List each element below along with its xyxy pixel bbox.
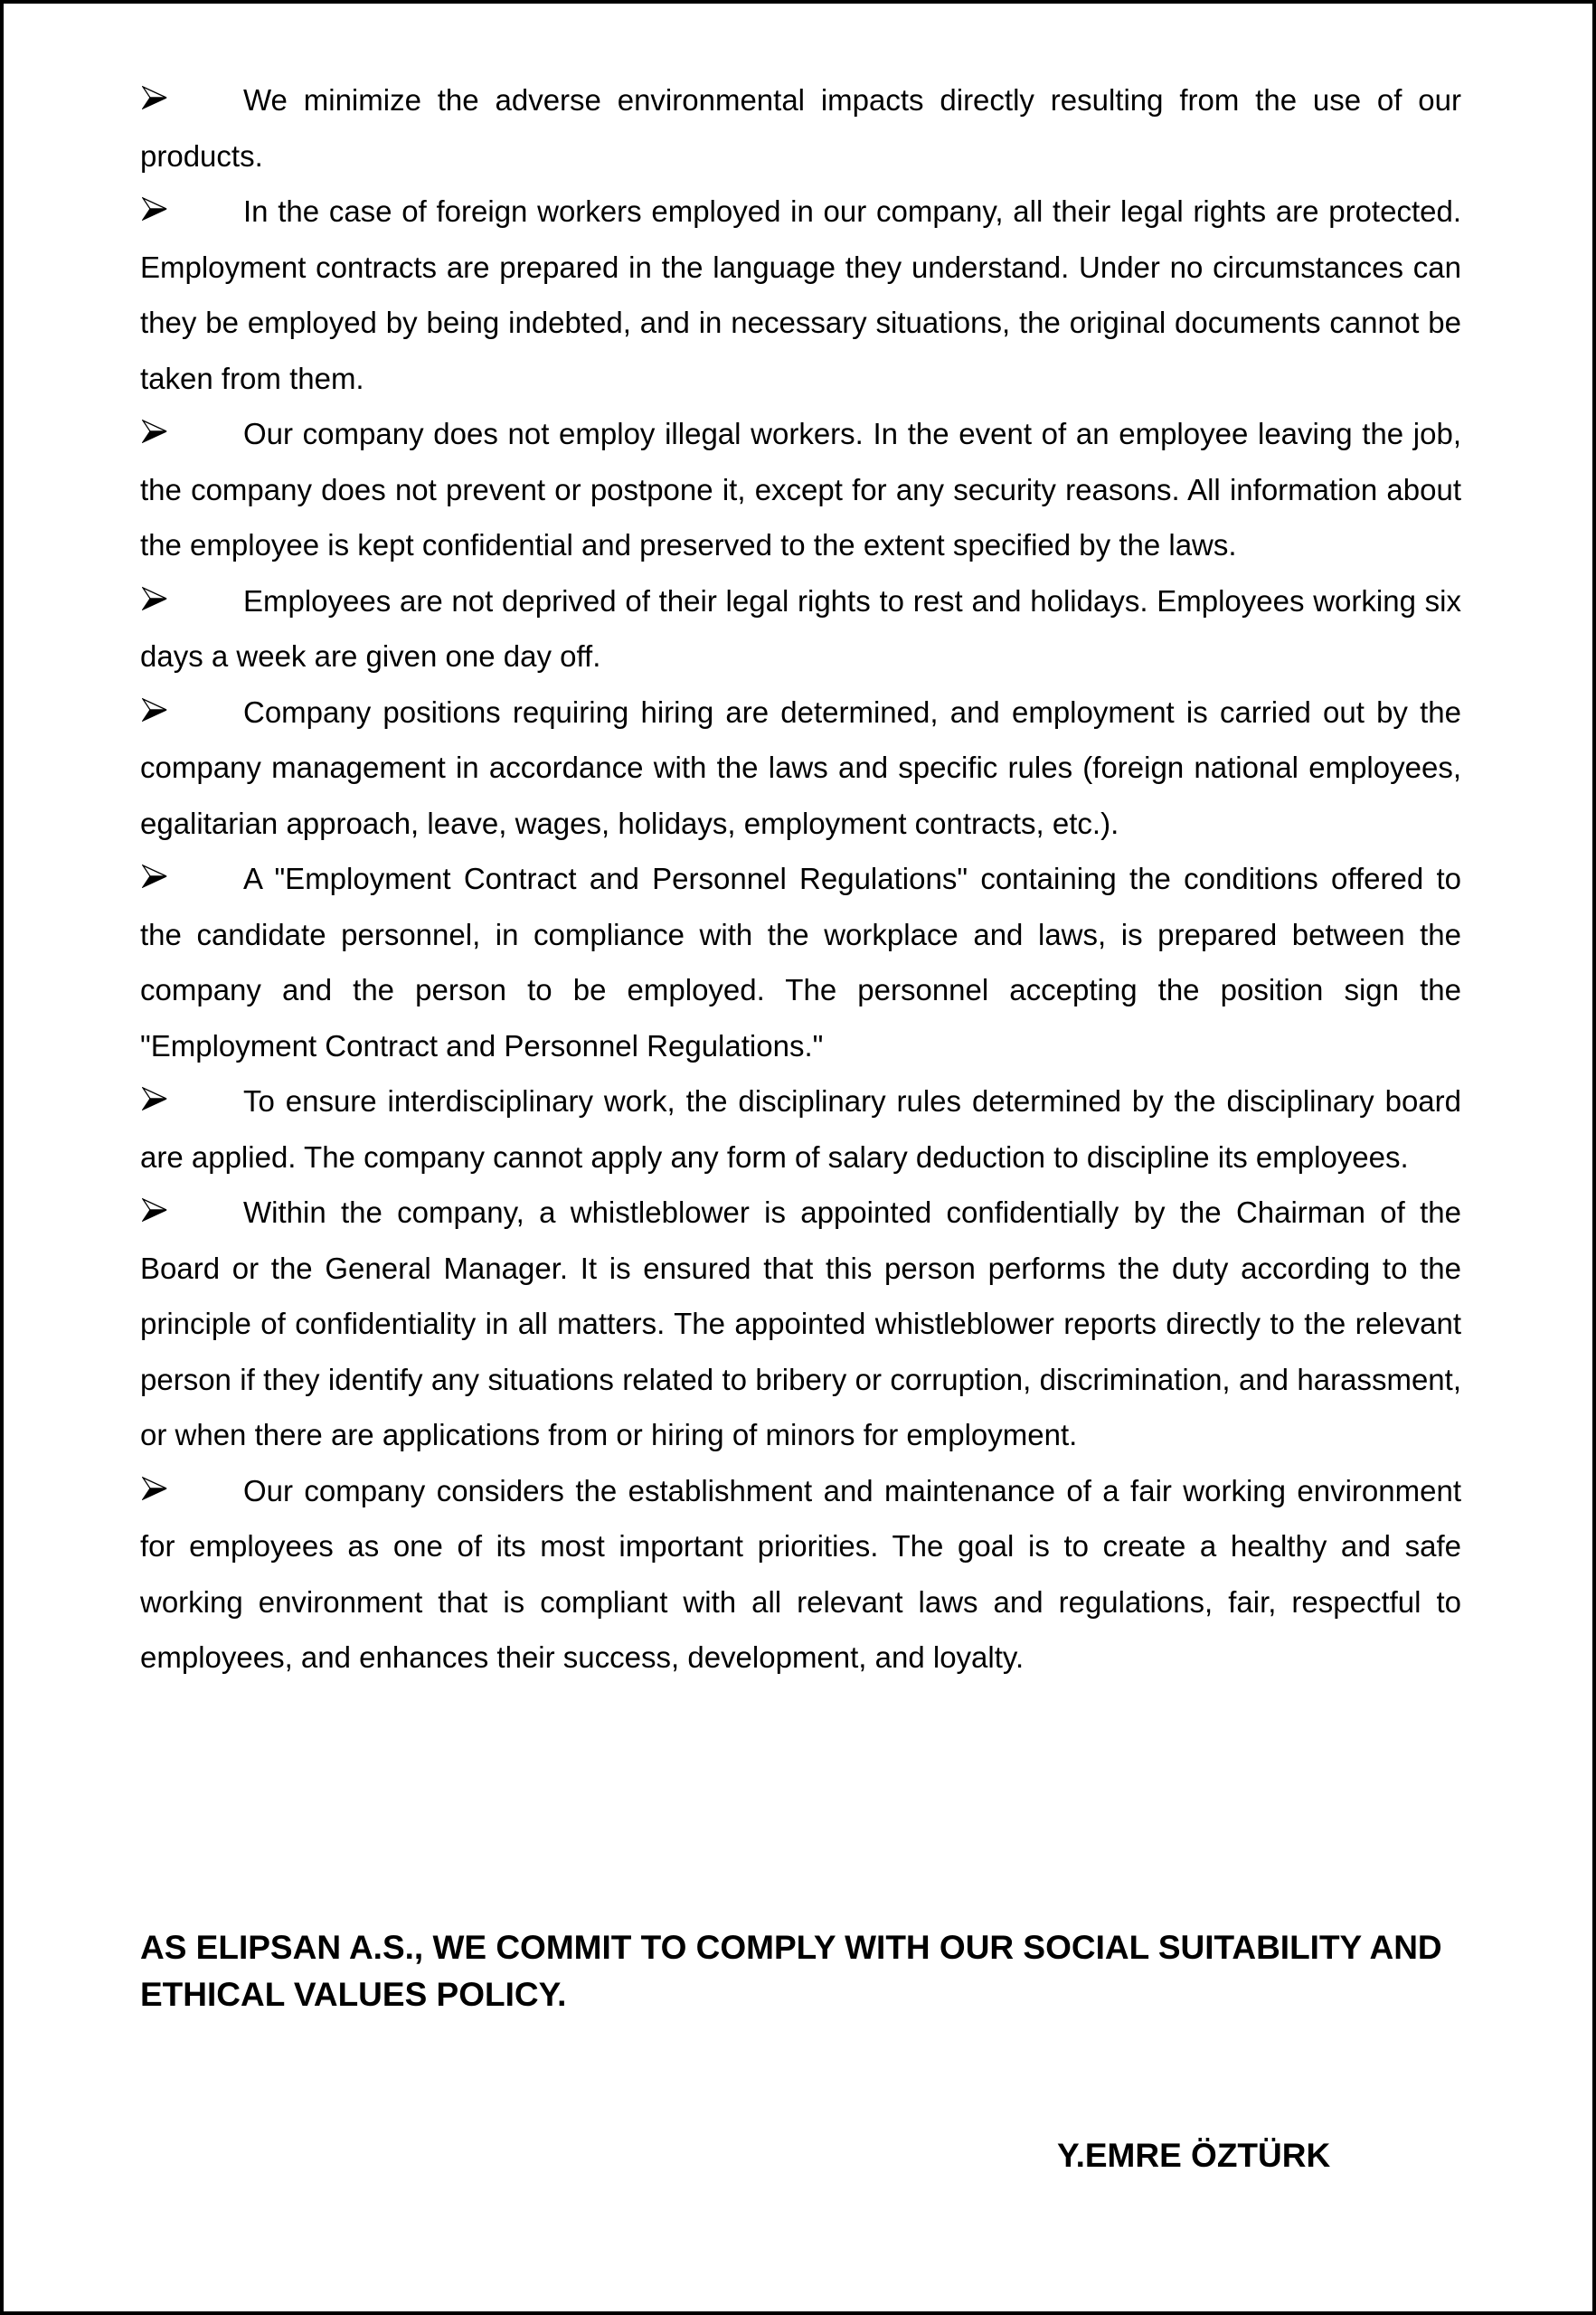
policy-item-text: We minimize the adverse environmental impacts directly resulting from the use of our products.: [140, 83, 1461, 173]
policy-item-text: In the case of foreign workers employed in our company, all their legal rights are protected. Employment contracts are prepared in the language they understand. Under no circumstances can they be employed by being indebted, and in necessary situations, the original documents cannot be taken from them.: [140, 194, 1461, 395]
arrowhead-bullet-icon: [140, 197, 243, 224]
policy-item: [140, 1073, 1461, 1185]
policy-item: [140, 1463, 1461, 1686]
policy-item: [140, 1185, 1461, 1463]
commitment-statement: AS ELIPSAN A.S., WE COMMIT TO COMPLY WITH OUR SOCIAL SUITABILITY AND ETHICAL VALUES POLICY.: [140, 1929, 1442, 2013]
policy-item-text: Within the company, a whistleblower is appointed confidentially by the Chairman of the Board or the General Manager. It is ensured that this person performs the duty according to the principle of confidentiality in all matters. The appointed whistleblower reports directly to the relevant person if they identify any situations related to bribery or corruption, discrimination, and harassment, or when there are applications from or hiring of minors for employment.: [140, 1195, 1461, 1451]
policy-item: [140, 573, 1461, 685]
signatory-name: Y.EMRE ÖZTÜRK: [1057, 2137, 1331, 2174]
policy-item-text: Our company considers the establishment and maintenance of a fair working environment for employees as one of its most important priorities. The goal is to create a healthy and safe working environment that is compliant with all relevant laws and regulations, fair, respectful to employees, and enhances their success, development, and loyalty.: [140, 1473, 1461, 1674]
policy-item-text: Our company does not employ illegal workers. In the event of an employee leaving the job, the company does not prevent or postpone it, except for any security reasons. All information about the employee is kept confidential and preserved to the extent specified by the laws.: [140, 417, 1461, 562]
policy-item: [140, 406, 1461, 573]
arrowhead-bullet-icon: [140, 86, 243, 113]
arrowhead-bullet-icon: [140, 1198, 243, 1225]
arrowhead-bullet-icon: [140, 865, 243, 892]
policy-item: [140, 685, 1461, 852]
policy-item: [140, 72, 1461, 184]
arrowhead-bullet-icon: [140, 587, 243, 614]
policy-item: [140, 184, 1461, 406]
policy-item-text: Employees are not deprived of their legal rights to rest and holidays. Employees working six days a week are given one day off.: [140, 583, 1461, 673]
policy-item-text: Company positions requiring hiring are determined, and employment is carried out by the company management in accordance with the laws and specific rules (foreign national employees, egalitarian approach, leave, wages, holidays, employment contracts, etc.).: [140, 694, 1461, 840]
arrowhead-bullet-icon: [140, 698, 243, 725]
policy-item-text: A "Employment Contract and Personnel Regulations" containing the conditions offered to the candidate personnel, in compliance with the workplace and laws, is prepared between the company and the person to be employed. The personnel accepting the position sign the "Employment Contract and Personnel Regulations.": [140, 862, 1461, 1063]
policy-item-list: [140, 72, 1461, 1686]
arrowhead-bullet-icon: [140, 1087, 243, 1114]
arrowhead-bullet-icon: [140, 1477, 243, 1504]
policy-item: [140, 851, 1461, 1073]
arrowhead-bullet-icon: [140, 420, 243, 447]
policy-item-text: To ensure interdisciplinary work, the disciplinary rules determined by the disciplinary board are applied. The company cannot apply any form of salary deduction to discipline its employees.: [140, 1084, 1461, 1174]
